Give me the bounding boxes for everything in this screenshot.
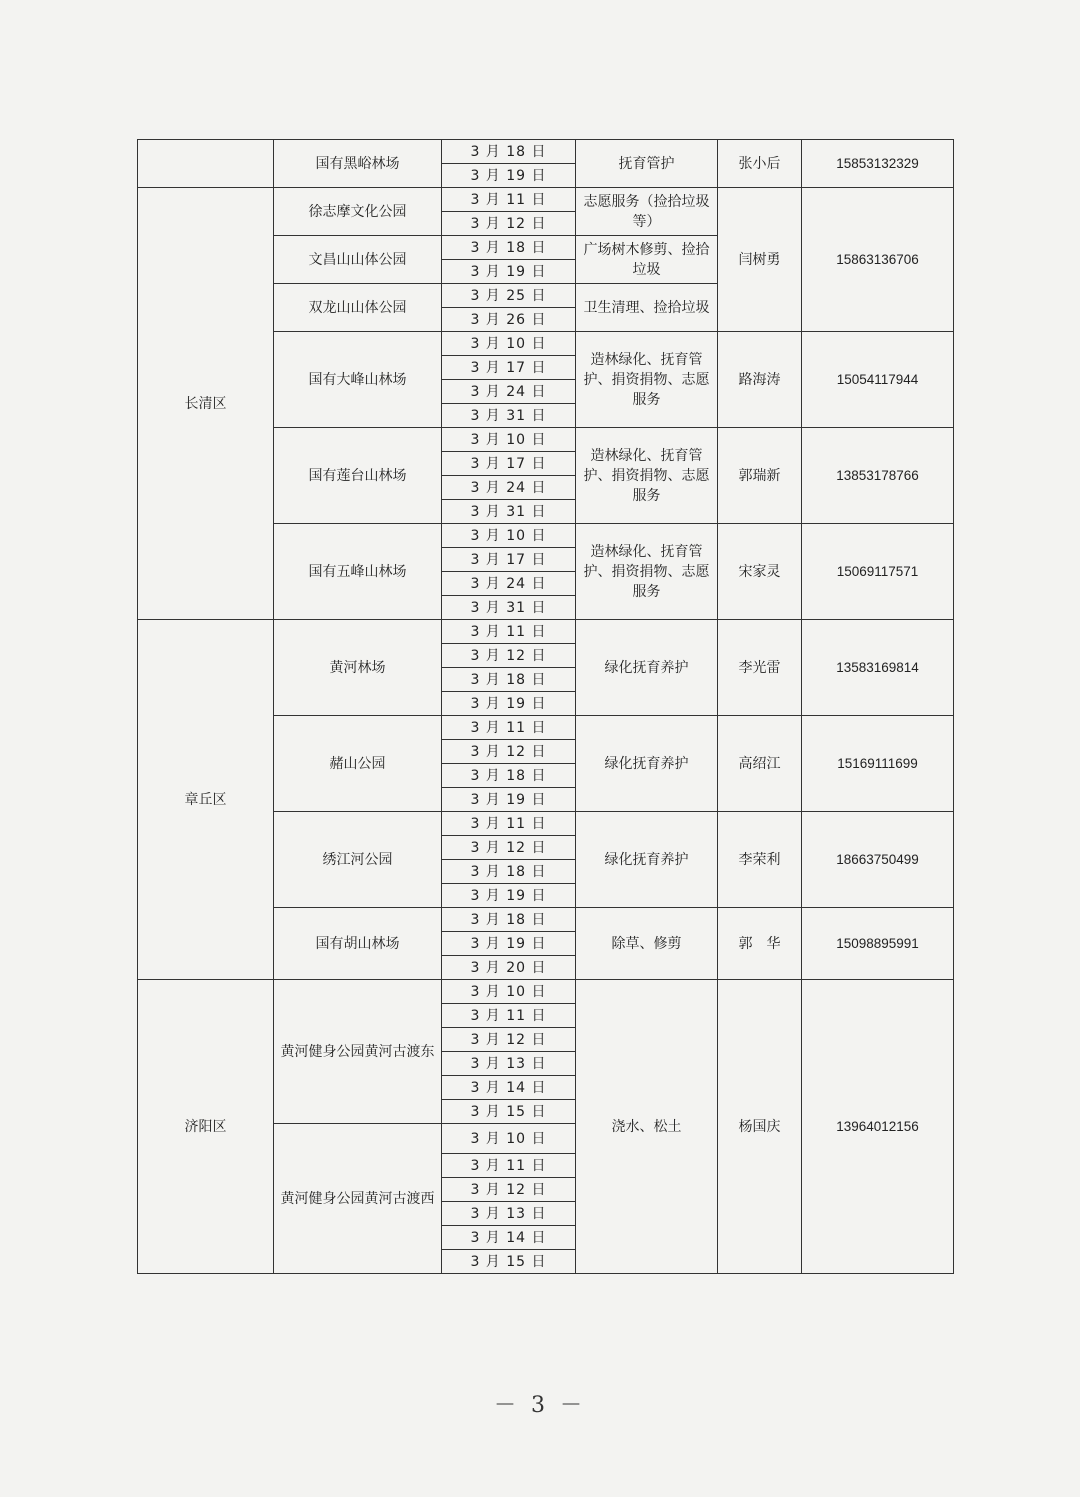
date-cell: 3 月 11 日 xyxy=(442,716,576,740)
date-cell: 3 月 11 日 xyxy=(442,1154,576,1178)
date-cell: 3 月 31 日 xyxy=(442,596,576,620)
date-cell: 3 月 12 日 xyxy=(442,212,576,236)
contact-cell: 郭瑞新 xyxy=(718,428,802,524)
contact-cell: 杨国庆 xyxy=(718,980,802,1274)
contact-cell: 李荣利 xyxy=(718,812,802,908)
site-cell: 文昌山山体公园 xyxy=(274,236,442,284)
date-cell: 3 月 18 日 xyxy=(442,668,576,692)
phone-cell: 15863136706 xyxy=(802,188,954,332)
date-cell: 3 月 17 日 xyxy=(442,356,576,380)
date-cell: 3 月 24 日 xyxy=(442,380,576,404)
date-cell: 3 月 20 日 xyxy=(442,956,576,980)
date-cell: 3 月 18 日 xyxy=(442,860,576,884)
date-cell: 3 月 19 日 xyxy=(442,692,576,716)
date-cell: 3 月 19 日 xyxy=(442,260,576,284)
task-cell: 绿化抚育养护 xyxy=(576,716,718,812)
contact-cell: 李光雷 xyxy=(718,620,802,716)
phone-cell: 13964012156 xyxy=(802,980,954,1274)
date-cell: 3 月 12 日 xyxy=(442,1028,576,1052)
date-cell: 3 月 18 日 xyxy=(442,140,576,164)
phone-cell: 18663750499 xyxy=(802,812,954,908)
phone-cell: 15069117571 xyxy=(802,524,954,620)
phone-cell: 15169111699 xyxy=(802,716,954,812)
date-cell: 3 月 13 日 xyxy=(442,1052,576,1076)
site-cell: 国有黑峪林场 xyxy=(274,140,442,188)
site-cell: 赭山公园 xyxy=(274,716,442,812)
date-cell: 3 月 19 日 xyxy=(442,932,576,956)
phone-cell: 13853178766 xyxy=(802,428,954,524)
date-cell: 3 月 31 日 xyxy=(442,500,576,524)
site-cell: 绣江河公园 xyxy=(274,812,442,908)
date-cell: 3 月 10 日 xyxy=(442,332,576,356)
task-cell: 绿化抚育养护 xyxy=(576,812,718,908)
date-cell: 3 月 10 日 xyxy=(442,980,576,1004)
date-cell: 3 月 18 日 xyxy=(442,236,576,260)
date-cell: 3 月 12 日 xyxy=(442,1178,576,1202)
contact-cell: 闫树勇 xyxy=(718,188,802,332)
phone-cell: 15054117944 xyxy=(802,332,954,428)
task-cell: 志愿服务（捡拾垃圾等） xyxy=(576,188,718,236)
date-cell: 3 月 25 日 xyxy=(442,284,576,308)
task-cell: 造林绿化、抚育管护、捐资捐物、志愿服务 xyxy=(576,428,718,524)
site-cell: 国有大峰山林场 xyxy=(274,332,442,428)
date-cell: 3 月 26 日 xyxy=(442,308,576,332)
task-cell: 广场树木修剪、捡拾垃圾 xyxy=(576,236,718,284)
page-number: － 3 － xyxy=(494,1393,586,1418)
task-cell: 卫生清理、捡拾垃圾 xyxy=(576,284,718,332)
date-cell: 3 月 24 日 xyxy=(442,572,576,596)
district-cell xyxy=(138,140,274,188)
site-cell: 国有胡山林场 xyxy=(274,908,442,980)
task-cell: 造林绿化、抚育管护、捐资捐物、志愿服务 xyxy=(576,332,718,428)
date-cell: 3 月 11 日 xyxy=(442,620,576,644)
date-cell: 3 月 17 日 xyxy=(442,452,576,476)
table-row xyxy=(138,140,954,164)
district-cell: 长清区 xyxy=(138,188,274,620)
site-cell: 国有五峰山林场 xyxy=(274,524,442,620)
date-cell: 3 月 12 日 xyxy=(442,644,576,668)
contact-cell: 郭 华 xyxy=(718,908,802,980)
date-cell: 3 月 18 日 xyxy=(442,908,576,932)
phone-cell: 15098895991 xyxy=(802,908,954,980)
task-cell: 造林绿化、抚育管护、捐资捐物、志愿服务 xyxy=(576,524,718,620)
date-cell: 3 月 11 日 xyxy=(442,1004,576,1028)
date-cell: 3 月 11 日 xyxy=(442,188,576,212)
contact-cell: 宋家灵 xyxy=(718,524,802,620)
site-cell: 黄河健身公园黄河古渡东 xyxy=(274,980,442,1124)
date-cell: 3 月 13 日 xyxy=(442,1202,576,1226)
date-cell: 3 月 10 日 xyxy=(442,1124,576,1154)
phone-cell: 15853132329 xyxy=(802,140,954,188)
date-cell: 3 月 12 日 xyxy=(442,740,576,764)
district-cell: 章丘区 xyxy=(138,620,274,980)
task-cell: 绿化抚育养护 xyxy=(576,620,718,716)
date-cell: 3 月 10 日 xyxy=(442,428,576,452)
date-cell: 3 月 10 日 xyxy=(442,524,576,548)
contact-cell: 张小后 xyxy=(718,140,802,188)
date-cell: 3 月 14 日 xyxy=(442,1076,576,1100)
date-cell: 3 月 11 日 xyxy=(442,812,576,836)
date-cell: 3 月 19 日 xyxy=(442,884,576,908)
date-cell: 3 月 15 日 xyxy=(442,1250,576,1274)
date-cell: 3 月 19 日 xyxy=(442,164,576,188)
date-cell: 3 月 19 日 xyxy=(442,788,576,812)
site-cell: 黄河健身公园黄河古渡西 xyxy=(274,1124,442,1274)
contact-cell: 路海涛 xyxy=(718,332,802,428)
date-cell: 3 月 14 日 xyxy=(442,1226,576,1250)
task-cell: 除草、修剪 xyxy=(576,908,718,980)
site-cell: 双龙山山体公园 xyxy=(274,284,442,332)
date-cell: 3 月 15 日 xyxy=(442,1100,576,1124)
district-cell: 济阳区 xyxy=(138,980,274,1274)
task-cell: 抚育管护 xyxy=(576,140,718,188)
date-cell: 3 月 24 日 xyxy=(442,476,576,500)
task-cell: 浇水、松土 xyxy=(576,980,718,1274)
table-row xyxy=(138,980,954,1004)
date-cell: 3 月 17 日 xyxy=(442,548,576,572)
date-cell: 3 月 18 日 xyxy=(442,764,576,788)
table-row xyxy=(138,620,954,644)
site-cell: 徐志摩文化公园 xyxy=(274,188,442,236)
volunteer-schedule-table xyxy=(137,139,954,1274)
contact-cell: 高绍江 xyxy=(718,716,802,812)
table-row xyxy=(138,188,954,212)
phone-cell: 13583169814 xyxy=(802,620,954,716)
site-cell: 黄河林场 xyxy=(274,620,442,716)
date-cell: 3 月 12 日 xyxy=(442,836,576,860)
site-cell: 国有莲台山林场 xyxy=(274,428,442,524)
date-cell: 3 月 31 日 xyxy=(442,404,576,428)
